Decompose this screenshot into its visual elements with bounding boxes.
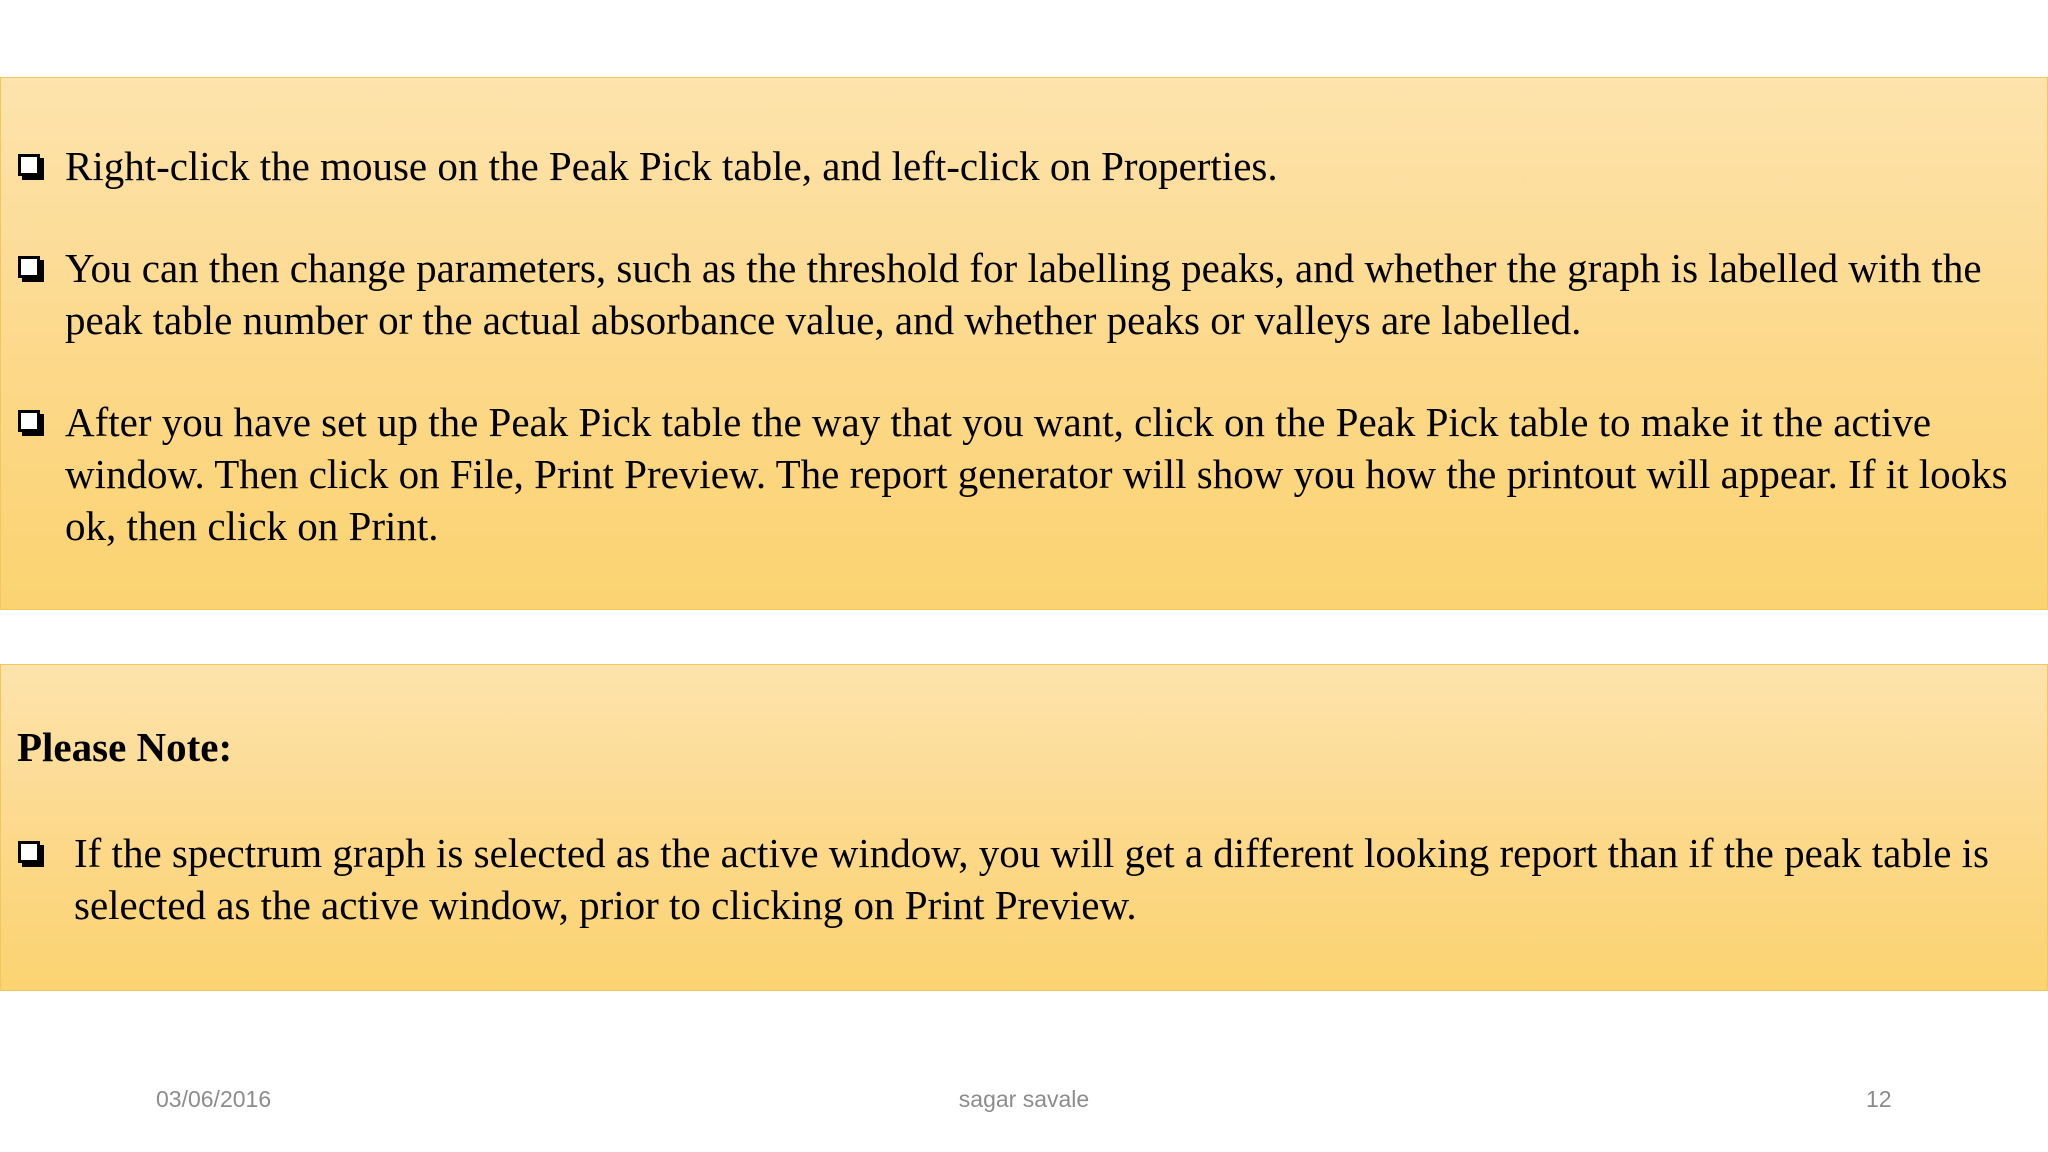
list-item	[18, 827, 2027, 931]
note-panel	[0, 664, 2048, 991]
list-item	[18, 140, 2017, 192]
checkbox-square-icon	[18, 410, 40, 432]
footer-date: 03/06/2016	[156, 1086, 272, 1112]
list-item-text: Right-click the mouse on the Peak Pick table, and left-click on Properties.	[65, 143, 1278, 189]
note-heading: Please Note:	[17, 724, 233, 770]
footer-page-number: 12	[1866, 1086, 1892, 1112]
checkbox-square-icon	[18, 154, 40, 176]
note-text: If the spectrum graph is selected as the active window, you will get a different looking report than if the peak table is selected as the active window, prior to clicking on Print Preview.	[74, 830, 1990, 928]
footer-author: sagar savale	[958, 1086, 1090, 1112]
list-item-text: You can then change parameters, such as the threshold for labelling peaks, and whether the graph is labelled with the peak table number or the actual absorbance value, and whether peaks or valleys are labelled.	[65, 245, 1982, 343]
checkbox-square-icon	[18, 841, 40, 863]
list-item-text: After you have set up the Peak Pick table the way that you want, click on the Peak Pick table to make it the active window. Then click on File, Print Preview. The report generator will show you how the printout will appear. If it looks ok, then click on Print.	[65, 399, 2008, 549]
instructions-panel	[0, 77, 2048, 610]
list-item	[18, 396, 2017, 552]
checkbox-square-icon	[18, 256, 40, 278]
list-item	[18, 242, 2017, 346]
